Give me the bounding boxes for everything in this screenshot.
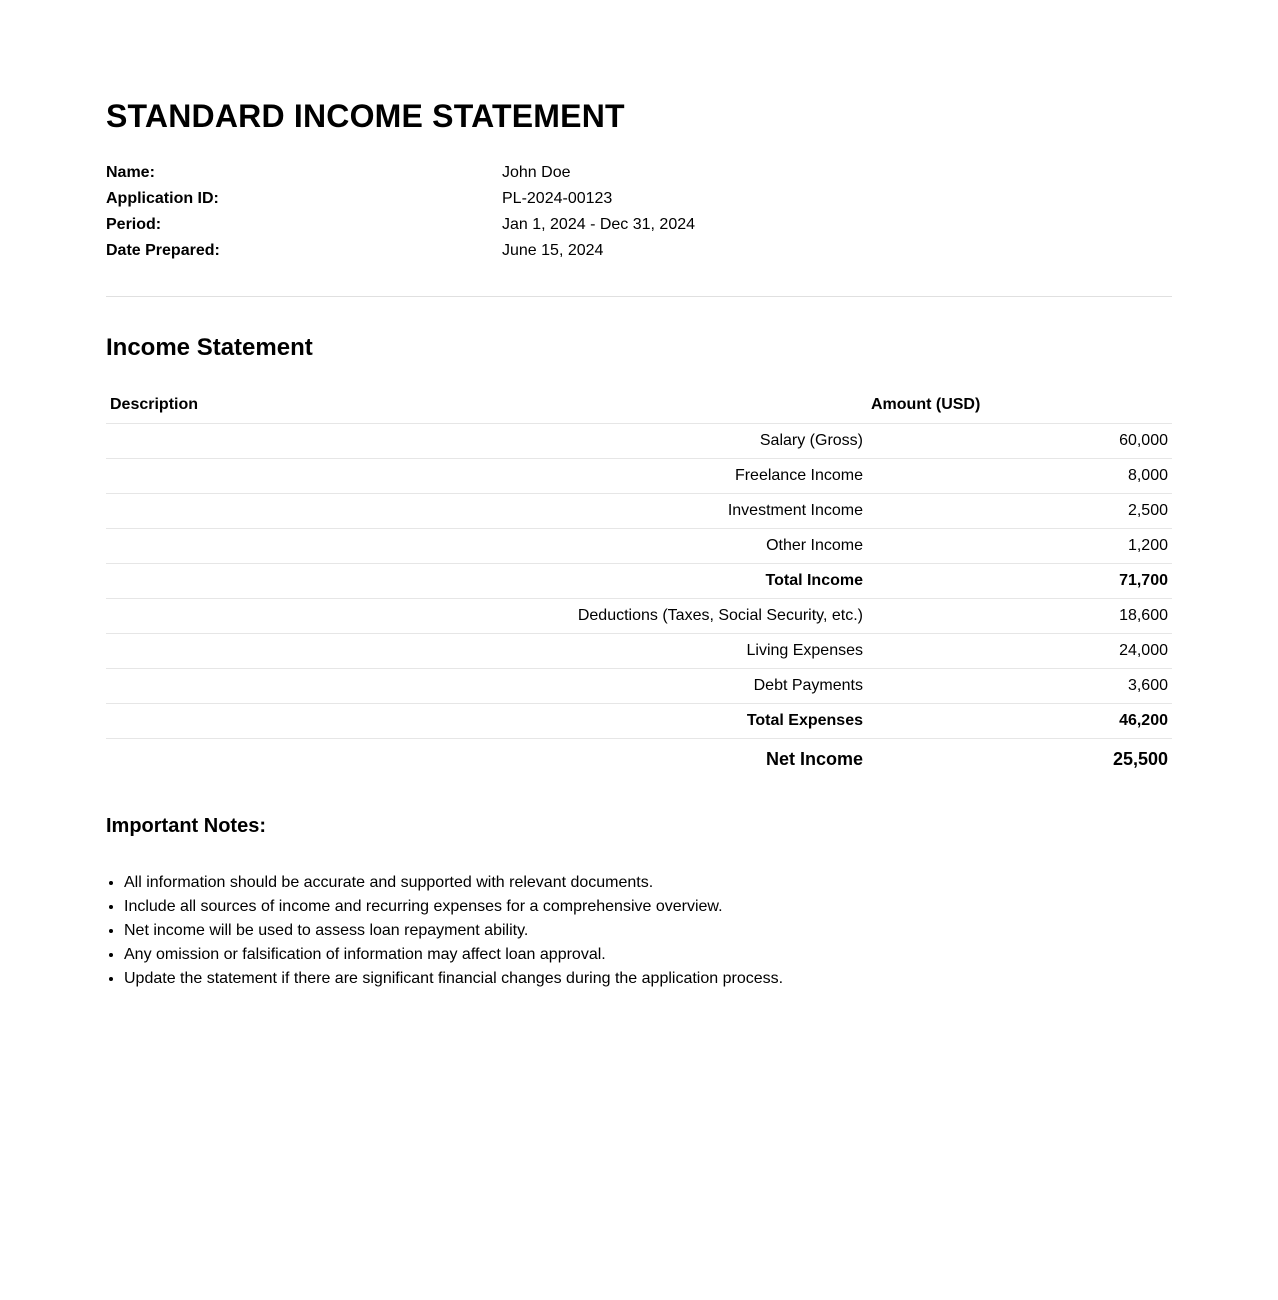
row-amount: 71,700 [867,564,1172,599]
meta-row-date-prepared [106,238,1172,264]
list-item: • Net income will be used to assess loan repayment ability. [124,919,1172,943]
row-amount: 3,600 [867,669,1172,704]
meta-value: Jan 1, 2024 - Dec 31, 2024 [502,216,696,233]
document-body [106,96,1172,991]
income-statement-table [106,387,1172,779]
row-description: Total Expenses [106,704,867,739]
meta-value: PL-2024-00123 [502,190,613,207]
meta-value: John Doe [502,164,571,181]
row-description: Total Income [106,564,867,599]
column-header-amount: Amount (USD) [867,387,1172,424]
row-amount: 46,200 [867,704,1172,739]
list-item: • All information should be accurate and supported with relevant documents. [124,871,1172,895]
table-row [106,494,1172,529]
table-row [106,599,1172,634]
list-item: • Any omission or falsification of information may affect loan approval. [124,943,1172,967]
section-divider [106,296,1172,297]
list-item: • Update the statement if there are significant financial changes during the application process. [124,967,1172,991]
row-amount: 24,000 [867,634,1172,669]
total-income-row [106,564,1172,599]
row-description: Living Expenses [106,634,867,669]
table-row [106,459,1172,494]
row-amount: 18,600 [867,599,1172,634]
section-title-income-statement: Income Statement [106,334,313,361]
net-income-row [106,739,1172,780]
applicant-info [106,160,1172,264]
row-description: Salary (Gross) [106,424,867,459]
row-amount: 60,000 [867,424,1172,459]
meta-row-period [106,212,1172,238]
total-expenses-row [106,704,1172,739]
net-income-label: Net Income [765,748,863,769]
meta-row-application-id [106,186,1172,212]
document-title: STANDARD INCOME STATEMENT [106,98,625,134]
row-amount: 8,000 [867,459,1172,494]
meta-row-name [106,160,1172,186]
column-header-description: Description [106,387,867,424]
list-item: • Include all sources of income and recurring expenses for a comprehensive overview. [124,895,1172,919]
meta-label: Period: [106,216,162,233]
table-header-row [106,387,1172,424]
table-row [106,634,1172,669]
row-description: Deductions (Taxes, Social Security, etc.) [106,599,867,634]
table-row [106,669,1172,704]
row-amount: 2,500 [867,494,1172,529]
meta-label: Application ID: [106,190,219,207]
table-row [106,424,1172,459]
row-description: Investment Income [106,494,867,529]
table-row [106,529,1172,564]
row-description: Freelance Income [106,459,867,494]
row-description: Debt Payments [106,669,867,704]
notes-list [106,871,1172,991]
net-income-amount: 25,500 [1112,748,1168,769]
meta-value: June 15, 2024 [502,242,604,259]
row-amount: 1,200 [867,529,1172,564]
meta-label: Name: [106,164,155,181]
notes-title: Important Notes: [106,815,266,837]
meta-label: Date Prepared: [106,242,220,259]
row-description: Other Income [106,529,867,564]
